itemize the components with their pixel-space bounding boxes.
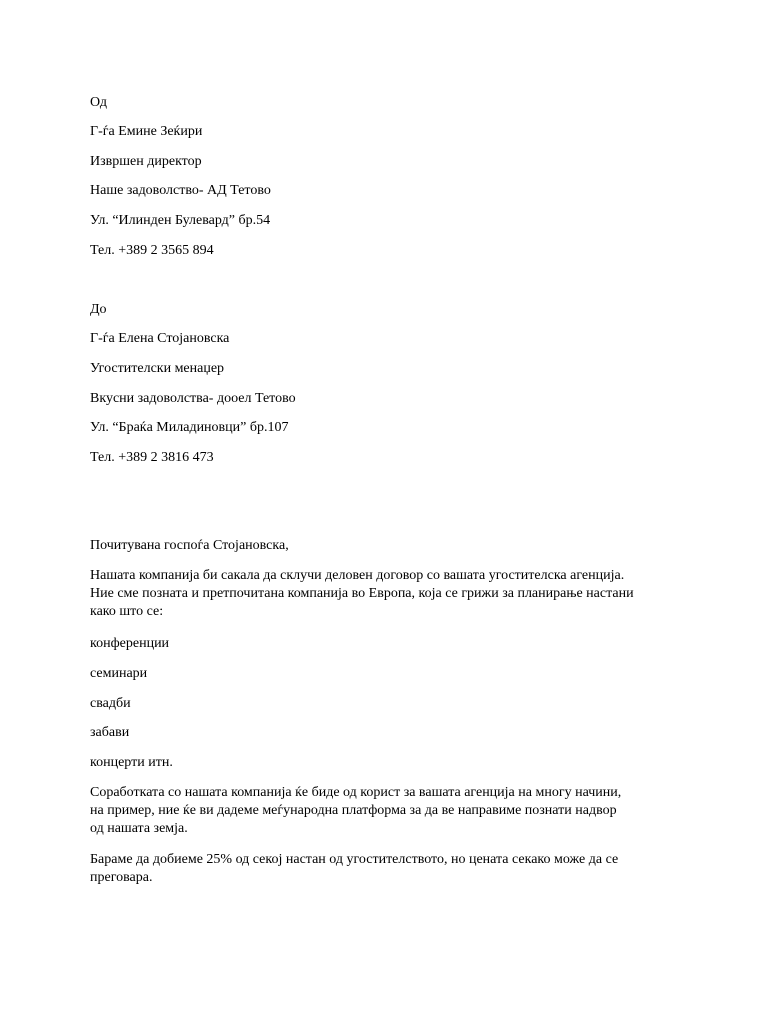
intro-line: Ние сме позната и претпочитана компанија во Европа, која се грижи за планирање настани <box>90 586 634 601</box>
recipient-title: Угостителски менаџер <box>90 361 225 376</box>
event-item: забави <box>90 725 130 740</box>
recipient-address: Ул. “Браќа Миладиновци” бр.107 <box>90 420 289 435</box>
sender-heading: Од <box>90 95 108 110</box>
intro-paragraph <box>90 567 690 621</box>
event-item: конференции <box>90 636 170 651</box>
greeting: Почитувана госпоѓа Стојановска, <box>90 538 289 553</box>
event-item: концерти итн. <box>90 755 173 770</box>
sender-company: Наше задоволство- АД Тетово <box>90 183 271 198</box>
request-line: преговара. <box>90 870 153 885</box>
event-item: свадби <box>90 696 131 711</box>
recipient-company: Вкусни задоволства- дооел Тетово <box>90 391 296 406</box>
intro-line: Нашата компанија би сакала да склучи деловен договор со вашата угостителска агенција. <box>90 568 625 583</box>
cooperation-line: Соработката со нашата компанија ќе биде од корист за вашата агенција на многу начини, <box>90 785 622 800</box>
recipient-name: Г-ѓа Елена Стојановска <box>90 331 230 346</box>
cooperation-line: од нашата земја. <box>90 821 188 836</box>
sender-phone: Тел. +389 2 3565 894 <box>90 243 214 258</box>
sender-address: Ул. “Илинден Булевард” бр.54 <box>90 213 271 228</box>
request-paragraph <box>90 851 690 887</box>
recipient-phone: Тел. +389 2 3816 473 <box>90 450 214 465</box>
cooperation-line: на пример, ние ќе ви дадеме меѓународна платформа за да ве направиме познати надвор <box>90 803 617 818</box>
intro-line: како што се: <box>90 604 164 619</box>
event-item: семинари <box>90 666 148 681</box>
sender-name: Г-ѓа Емине Зеќири <box>90 124 203 139</box>
cooperation-paragraph <box>90 784 690 838</box>
sender-title: Извршен директор <box>90 154 202 169</box>
recipient-heading: До <box>90 302 107 317</box>
request-line: Бараме да добиеме 25% од секој настан од угостителството, но цената секако може да се <box>90 852 619 867</box>
